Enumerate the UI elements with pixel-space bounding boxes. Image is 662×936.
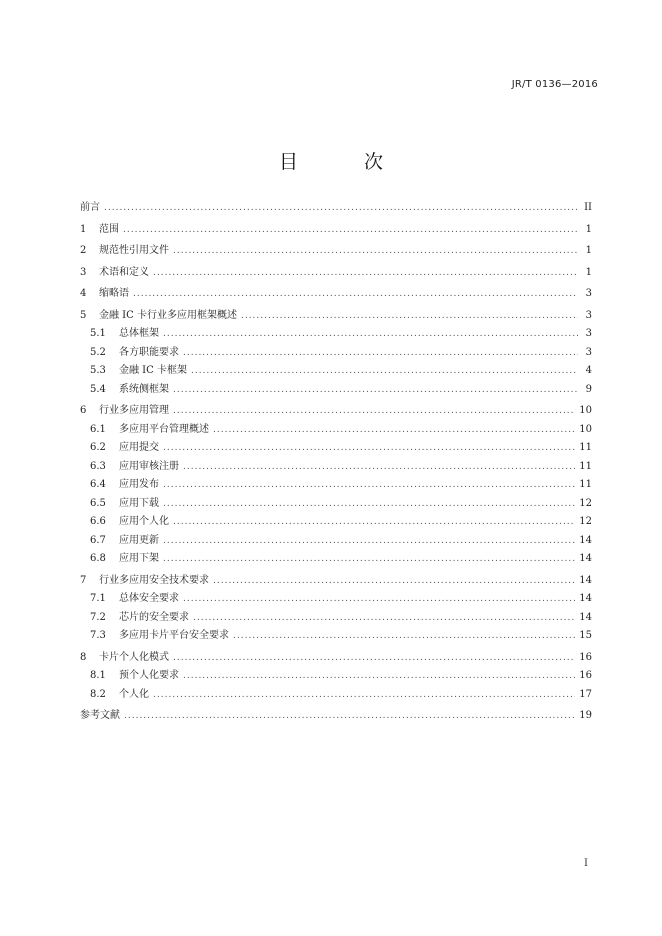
- toc-entry[interactable]: [80, 707, 592, 726]
- toc-leader-dots: [183, 458, 575, 477]
- toc-entry[interactable]: [80, 532, 592, 551]
- toc-entry-number: 5.3: [90, 365, 106, 376]
- toc-entry-number: 3: [80, 266, 87, 278]
- toc-entry-page: 1: [585, 266, 592, 278]
- toc-entry-label: 个人化: [119, 688, 149, 700]
- toc-entry-number: 6: [80, 405, 87, 416]
- toc-entry-number: 5.4: [90, 383, 106, 395]
- toc-entry-number: 8: [80, 651, 87, 663]
- toc-entry-number: 6.6: [90, 516, 106, 527]
- toc-leader-dots: [193, 609, 575, 628]
- toc-leader-dots: [173, 402, 575, 421]
- toc-entry[interactable]: [80, 402, 592, 421]
- toc-entry-number: 6.3: [90, 460, 106, 472]
- toc-entry[interactable]: [80, 221, 592, 240]
- toc-leader-dots: [173, 242, 578, 261]
- toc-leader-dots: [123, 221, 578, 240]
- toc-entry[interactable]: [80, 627, 592, 646]
- toc-entry-label: 卡片个人化模式: [99, 651, 169, 663]
- toc-entry[interactable]: [80, 667, 592, 686]
- toc-leader-dots: [241, 307, 578, 326]
- toc-leader-dots: [183, 667, 575, 686]
- toc-entry-label: 应用下架: [119, 553, 159, 564]
- page-number: I: [584, 858, 588, 869]
- toc-entry-label: 规范性引用文件: [99, 245, 169, 256]
- toc-entry-page: 3: [585, 288, 592, 299]
- toc-entry-page: 12: [579, 497, 592, 509]
- toc-entry-page: II: [584, 202, 592, 213]
- toc-entry-page: 11: [579, 460, 592, 472]
- toc-entry-label: 行业多应用管理: [99, 405, 169, 416]
- toc-entry-label: 应用发布: [119, 479, 159, 490]
- page-title: 目 次: [278, 151, 414, 173]
- toc-entry-number: 8.2: [90, 688, 106, 700]
- toc-entry[interactable]: [80, 550, 592, 569]
- toc-entry-number: 6.7: [90, 534, 106, 546]
- toc-leader-dots: [163, 495, 575, 514]
- toc-entry-label: 各方职能要求: [119, 346, 179, 358]
- toc-leader-dots: [163, 550, 575, 569]
- toc-entry-page: 14: [579, 534, 592, 546]
- toc-entry-page: 17: [579, 688, 592, 700]
- toc-entry-label: 行业多应用安全技术要求: [99, 574, 209, 586]
- toc-entry-number: 6.1: [90, 423, 106, 435]
- toc-entry[interactable]: [80, 686, 592, 705]
- toc-entry[interactable]: [80, 325, 592, 344]
- toc-entry-page: 1: [585, 223, 592, 235]
- toc-entry-page: 14: [579, 593, 592, 604]
- toc-leader-dots: [153, 686, 575, 705]
- toc-entry[interactable]: [80, 649, 592, 668]
- toc-entry-label: 范围: [99, 223, 119, 235]
- toc-entry[interactable]: [80, 458, 592, 477]
- toc-leader-dots: [173, 513, 575, 532]
- toc-entry-number: 4: [80, 288, 87, 299]
- toc-entry-page: 11: [579, 442, 592, 453]
- toc-entry-label: 缩略语: [99, 288, 129, 299]
- toc-entry-number: 6.8: [90, 553, 106, 564]
- toc-entry-number: 5.1: [90, 328, 106, 339]
- toc-entry-number: 8.1: [90, 670, 106, 681]
- toc-leader-dots: [183, 344, 578, 363]
- toc-leader-dots: [163, 325, 578, 344]
- toc-entry[interactable]: [80, 590, 592, 609]
- toc-entry-number: 5: [80, 309, 87, 321]
- toc-leader-dots: [173, 381, 578, 400]
- toc-entry-label: 多应用平台管理概述: [119, 423, 209, 435]
- toc-entry-page: 1: [585, 245, 592, 256]
- toc-entry[interactable]: [80, 572, 592, 591]
- toc-entry-label: 总体框架: [119, 328, 159, 339]
- toc-entry-page: 11: [579, 479, 592, 490]
- toc-entry-page: 16: [579, 651, 592, 663]
- toc-entry-label: 前言: [80, 202, 100, 213]
- toc-entry-page: 16: [579, 670, 592, 681]
- toc-entry-page: 14: [579, 574, 592, 586]
- toc-entry[interactable]: [80, 199, 592, 218]
- toc-entry[interactable]: [80, 421, 592, 440]
- toc-entry-label: 预个人化要求: [119, 670, 179, 681]
- toc-leader-dots: [233, 627, 575, 646]
- toc-entry-label: 总体安全要求: [119, 593, 179, 604]
- toc-entry-label: 金融 IC 卡框架: [119, 365, 187, 376]
- toc-leader-dots: [191, 362, 578, 381]
- toc-entry[interactable]: [80, 285, 592, 304]
- toc-entry[interactable]: [80, 476, 592, 495]
- toc-leader-dots: [213, 572, 575, 591]
- toc-entry-page: 14: [579, 553, 592, 564]
- toc-entry-label: 芯片的安全要求: [119, 611, 189, 623]
- toc-entry-label: 应用提交: [119, 442, 159, 453]
- toc-entry-number: 7.1: [90, 593, 106, 604]
- toc-leader-dots: [133, 285, 578, 304]
- toc-entry[interactable]: [80, 264, 592, 283]
- toc-entry-label: 金融 IC 卡行业多应用框架概述: [99, 309, 237, 321]
- toc-entry[interactable]: [80, 362, 592, 381]
- toc-entry-number: 6.2: [90, 442, 106, 453]
- toc-leader-dots: [213, 421, 575, 440]
- toc-entry-number: 1: [80, 223, 87, 235]
- toc-entry[interactable]: [80, 439, 592, 458]
- toc-entry-page: 10: [579, 423, 592, 435]
- toc-entry-label: 参考文献: [80, 710, 120, 721]
- toc-entry-number: 2: [80, 245, 87, 256]
- toc-leader-dots: [124, 707, 575, 726]
- toc-entry-number: 6.4: [90, 479, 106, 490]
- toc-entry[interactable]: [80, 381, 592, 400]
- toc-leader-dots: [153, 264, 578, 283]
- toc-entry[interactable]: [80, 242, 592, 261]
- toc-leader-dots: [173, 649, 575, 668]
- toc-leader-dots: [163, 439, 575, 458]
- toc-entry[interactable]: [80, 495, 592, 514]
- table-of-contents: [80, 199, 592, 726]
- toc-leader-dots: [183, 590, 575, 609]
- toc-entry-page: 3: [585, 346, 592, 358]
- toc-entry-label: 应用下载: [119, 497, 159, 509]
- toc-entry-page: 3: [585, 309, 592, 321]
- toc-entry-page: 15: [579, 630, 592, 641]
- toc-entry-label: 多应用卡片平台安全要求: [119, 630, 229, 641]
- toc-entry-number: 7.3: [90, 630, 106, 641]
- toc-leader-dots: [163, 532, 575, 551]
- toc-entry-number: 7.2: [90, 611, 106, 623]
- toc-entry-label: 术语和定义: [99, 266, 149, 278]
- toc-entry-number: 7: [80, 574, 87, 586]
- toc-entry-label: 系统侧框架: [119, 383, 169, 395]
- toc-entry-page: 3: [585, 328, 592, 339]
- toc-entry-page: 9: [585, 383, 592, 395]
- toc-entry-label: 应用审核注册: [119, 460, 179, 472]
- toc-leader-dots: [163, 476, 575, 495]
- toc-entry-label: 应用更新: [119, 534, 159, 546]
- toc-entry-page: 19: [579, 710, 592, 721]
- toc-entry[interactable]: [80, 609, 592, 628]
- toc-entry-number: 6.5: [90, 497, 106, 509]
- toc-entry-page: 10: [579, 405, 592, 416]
- toc-leader-dots: [104, 199, 578, 218]
- toc-entry-page: 12: [579, 516, 592, 527]
- toc-entry[interactable]: [80, 344, 592, 363]
- toc-entry-label: 应用个人化: [119, 516, 169, 527]
- toc-entry-page: 4: [585, 365, 592, 376]
- toc-entry[interactable]: [80, 307, 592, 326]
- toc-entry[interactable]: [80, 513, 592, 532]
- toc-entry-number: 5.2: [90, 346, 106, 358]
- standard-code: JR/T 0136—2016: [511, 79, 598, 90]
- toc-entry-page: 14: [579, 611, 592, 623]
